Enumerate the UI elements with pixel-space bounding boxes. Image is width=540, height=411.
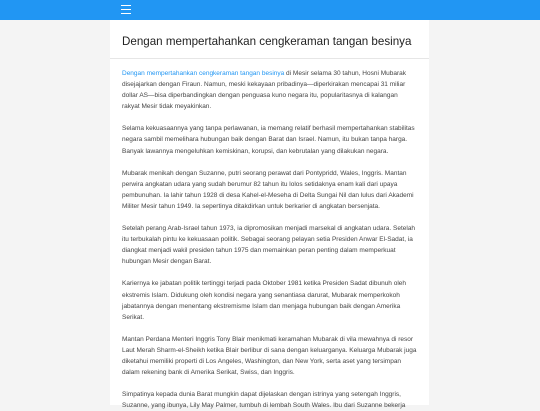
article-paragraph-1 xyxy=(122,68,417,112)
article-paragraph-3: Mubarak menikah dengan Suzanne, putri seorang perawat dari Pontypridd, Wales, Inggris. Mantan perwira angkatan udara yang sudah berumur 82 tahun itu lolos setidaknya enam kali dari upaya pembunuhan. Ia lahir tahun 1928 di desa Kahel-el-Meseha di Delta Sungai Nil dan lulus dari Akademi Militer Mesir tahun 1949. Ia sepertinya ditakdirkan untuk berkarier di angkatan bersenjata. xyxy=(122,169,414,210)
article-paragraph-4: Setelah perang Arab-Israel tahun 1973, ia dipromosikan menjadi marsekal di angkatan udara. Setelah itu terbukalah pintu ke kekuasaan politik. Sebagai seorang pelayan setia Presiden Anwar El-Sadat, ia diangkat menjadi wakil presiden tahun 1975 dan memainkan peran penting dalam memperkuat hubungan Mesir dengan Barat. xyxy=(122,225,416,266)
article-card xyxy=(110,20,429,410)
article-paragraph-5: Kariernya ke jabatan politik tertinggi terjadi pada Oktober 1981 ketika Presiden Sadat dibunuh oleh ekstremis Islam. Didukung oleh kondisi negara yang senantiasa darurat, Mubarak memperkokoh jabatannya dengan menentang ekstremisme Islam dan menjaga hubungan baik dengan Amerika Serikat. xyxy=(122,280,407,321)
article-paragraph-7: Simpatinya kepada dunia Barat mungkin dapat dijelaskan dengan istrinya yang setengah Inggris, Suzanne, yang ibunya, Lily May Palmer, tumbuh di lembah South Wales. Ibu dari Suzanne bekerja xyxy=(122,391,406,410)
article-body xyxy=(110,59,429,411)
hamburger-menu-icon[interactable] xyxy=(121,5,131,15)
paragraph-text: di Mesir selama 30 tahun, Hosni Mubarak disejajarkan dengan Firaun. Namun, meski kekayaan pribadinya—diperkirakan mencapai 31 miliar dollar AS—bisa diperbandingkan dengan penguasa kuno negara itu, popularitasnya di kalangan rakyat Mesir tidak meyakinkan. xyxy=(122,70,407,111)
top-app-bar xyxy=(0,0,540,20)
article-paragraph-2: Selama kekuasaannya yang tanpa perlawanan, ia memang relatif berhasil mempertahankan stabilitas negara sambil memelihara hubungan baik dengan Barat dan Israel. Namun, itu bukan tanpa harga. Banyak lawannya mengeluhkan kemiskinan, korupsi, dan kebrutalan yang dilakukan negara. xyxy=(122,125,415,155)
article-paragraph-6: Mantan Perdana Menteri Inggris Tony Blair menikmati keramahan Mubarak di vila mewahnya di resor Laut Merah Sharm-el-Sheikh ketika Blair berlibur di sana dengan keluarganya. Keluarga Mubarak juga diketahui memiliki properti di Los Angeles, Washington, dan New York, serta aset yang tersimpan dalam rekening bank di Amerika Serikat, Swiss, dan Inggris. xyxy=(122,335,417,377)
article-intro-link[interactable]: Dengan mempertahankan cengkeraman tangan besinya xyxy=(122,70,285,77)
article-title: Dengan mempertahankan cengkeraman tangan besinya xyxy=(122,35,412,48)
